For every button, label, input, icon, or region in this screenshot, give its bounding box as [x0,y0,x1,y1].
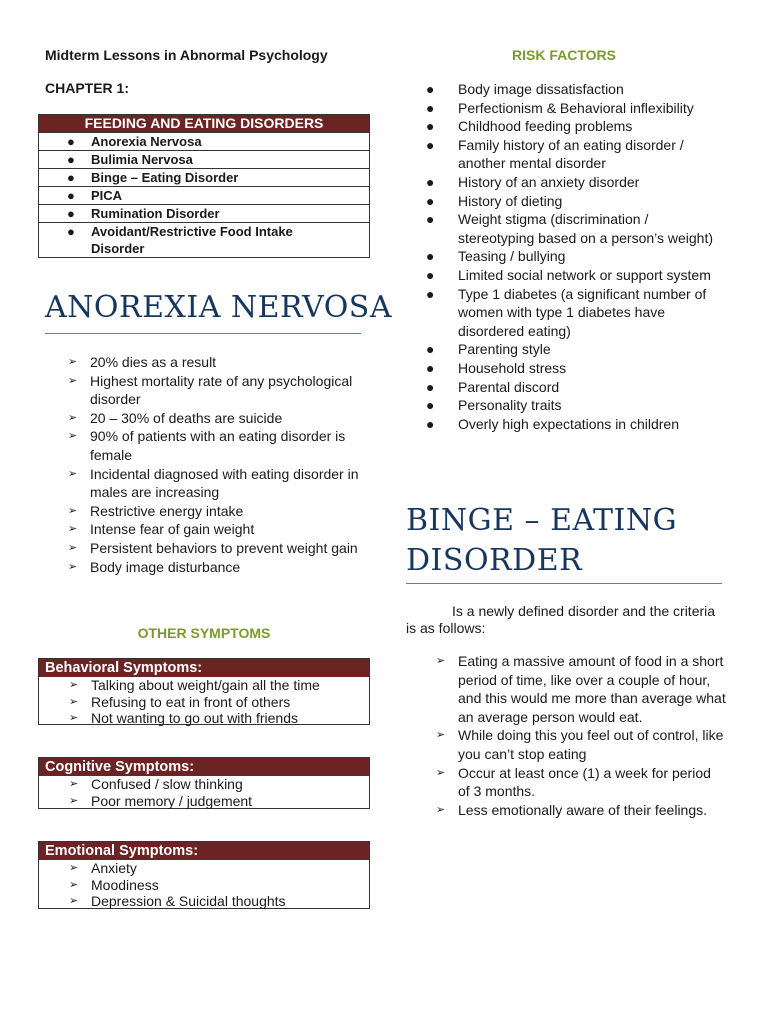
list-item-text: Talking about weight/gain all the time [91,677,320,693]
list-item [406,247,726,266]
emotional-symptoms-list [39,860,369,910]
binge-intro: Is a newly defined disorder and the criteria is as follows: [406,603,716,636]
list-item-text: Intense fear of gain weight [90,521,255,538]
arrow-bullet-icon: ➢ [68,467,78,480]
list-item-text: Parenting style [458,341,551,358]
list-item-text: Weight stigma (discrimination / stereotyping based on a person’s weight) [458,211,714,246]
bullet-icon: ● [426,173,435,190]
other-symptoms-heading: OTHER SYMPTOMS [137,625,271,641]
table-row-label: Bulimia Nervosa [91,152,193,167]
arrow-bullet-icon: ➢ [68,356,78,368]
list-item [39,860,369,877]
list-item-text: History of an anxiety disorder [458,173,640,190]
list-item-text: Perfectionism & Behavioral inflexibility [458,99,694,116]
list-item-text: Limited social network or support system [458,266,711,283]
list-item [406,266,726,285]
list-item-text: 20% dies as a result [90,354,217,370]
chapter-label: CHAPTER 1: [45,80,130,96]
list-item [406,285,726,341]
arrow-bullet-icon: ➢ [69,794,79,807]
table-row [39,132,369,150]
list-item-text: 90% of patients with an eating disorder is female [90,428,346,463]
list-item-text: Moodiness [91,876,159,893]
binge-title-line-1: BINGE – EATING [406,503,678,538]
arrow-bullet-icon: ➢ [68,411,78,424]
binge-criteria-list [406,652,726,819]
list-item-text: Childhood feeding problems [458,118,633,135]
list-item [38,502,363,521]
bullet-icon: ● [426,341,435,358]
arrow-bullet-icon: ➢ [69,679,79,691]
list-item-text: Family history of an eating disorder / another mental disorder [458,136,684,172]
cognitive-symptoms-box [38,757,370,809]
arrow-bullet-icon: ➢ [68,430,78,443]
binge-eating-title [406,501,677,581]
table-row-label: PICA [91,188,123,203]
arrow-bullet-icon: ➢ [436,655,446,667]
list-item [38,427,363,464]
bullet-icon: ● [426,136,435,153]
list-item-text: History of dieting [458,192,563,209]
list-item [406,764,726,801]
emotional-symptoms-box [38,841,370,909]
binge-title-rule [406,583,722,584]
list-item [39,677,369,694]
bullet-icon: ● [426,192,435,209]
list-item-text: Not wanting to go out with friends [91,710,299,726]
list-item [406,378,726,397]
list-item [406,210,726,247]
bullet-icon: ● [67,170,75,185]
binge-title-line-2: DISORDER [406,543,583,578]
bullet-icon: ● [426,266,435,283]
list-item [38,465,363,502]
list-item [39,793,369,810]
list-item-text: Persistent behaviors to prevent weight gain [90,539,358,556]
list-item [38,353,363,372]
bullet-icon: ● [67,152,75,167]
list-item [406,801,726,820]
list-item-text: Type 1 diabetes (a significant number of women with type 1 diabetes have disordered eating) [458,285,707,339]
list-item-text: Confused / slow thinking [91,776,243,792]
table-row [39,150,369,168]
bullet-icon: ● [426,99,435,116]
feeding-disorders-table [38,114,370,258]
list-item [406,359,726,378]
bullet-icon: ● [426,415,435,432]
list-item-text: Occur at least once (1) a week for period of 3 months. [458,764,711,800]
list-item-text: Household stress [458,359,567,376]
list-item [39,893,369,910]
list-item-text: Less emotionally aware of their feelings. [458,801,708,818]
list-item [39,877,369,894]
list-item [406,726,726,763]
table-row [39,168,369,186]
bullet-icon: ● [426,81,435,97]
list-item [406,117,726,136]
arrow-bullet-icon: ➢ [69,712,79,724]
anorexia-points-list [38,353,363,576]
list-item [38,558,363,577]
arrow-bullet-icon: ➢ [69,878,79,891]
list-item-text: Overly high expectations in children [458,415,680,432]
table-row-label: Anorexia Nervosa [91,134,202,149]
anorexia-title: ANOREXIA NERVOSA [45,290,393,325]
list-item-text: While doing this you feel out of control, like you can’t stop eating [458,727,724,762]
arrow-bullet-icon: ➢ [69,778,79,790]
risk-factors-heading: RISK FACTORS [512,47,616,63]
bullet-icon: ● [67,224,75,239]
behavioral-symptoms-list [39,677,369,727]
arrow-bullet-icon: ➢ [68,523,78,536]
bullet-icon: ● [67,206,75,221]
bullet-icon: ● [426,248,435,265]
list-item [38,520,363,539]
list-item-text: Incidental diagnosed with eating disorder in males are increasing [90,465,359,501]
list-item-text: Depression & Suicidal thoughts [91,893,286,909]
arrow-bullet-icon: ➢ [69,695,79,708]
arrow-bullet-icon: ➢ [436,729,446,742]
table-row [39,222,369,257]
list-item-text: Highest mortality rate of any psychological disorder [90,372,353,408]
list-item-text: Restrictive energy intake [90,502,244,519]
bullet-icon: ● [426,378,435,395]
bullet-icon: ● [67,188,75,203]
table-row-label: Avoidant/Restrictive Food Intake Disorder [91,224,293,256]
bullet-icon: ● [426,397,435,414]
list-item [406,415,726,434]
arrow-bullet-icon: ➢ [68,374,78,387]
list-item-text: Teasing / bullying [458,248,566,265]
document-title: Midterm Lessons in Abnormal Psychology [45,47,328,63]
bullet-icon: ● [426,118,435,135]
arrow-bullet-icon: ➢ [69,895,79,907]
list-item-text: 20 – 30% of deaths are suicide [90,409,283,426]
list-item [38,372,363,409]
list-item-text: Body image disturbance [90,558,241,575]
list-item [406,652,726,726]
bullet-icon: ● [426,285,435,302]
list-item [406,192,726,211]
arrow-bullet-icon: ➢ [436,803,446,816]
list-item [39,710,369,727]
list-item-text: Anxiety [91,860,137,876]
list-item-text: Refusing to eat in front of others [91,693,291,710]
list-item [39,694,369,711]
list-item [406,80,726,99]
bullet-icon: ● [67,134,75,149]
arrow-bullet-icon: ➢ [68,541,78,554]
list-item [406,99,726,118]
table-row-label: Binge – Eating Disorder [91,170,239,185]
cognitive-symptoms-heading: Cognitive Symptoms: [39,758,369,776]
list-item [406,173,726,192]
emotional-symptoms-heading: Emotional Symptoms: [39,842,369,860]
bullet-icon: ● [426,359,435,376]
arrow-bullet-icon: ➢ [68,504,78,517]
list-item-text: Parental discord [458,378,560,395]
list-item-text: Poor memory / judgement [91,792,253,809]
list-item [406,340,726,359]
list-item [406,136,726,173]
risk-factors-list [406,80,726,433]
table-row [39,186,369,204]
list-item [39,776,369,793]
bullet-icon: ● [426,211,435,228]
list-item [406,396,726,415]
arrow-bullet-icon: ➢ [436,766,446,779]
cognitive-symptoms-list [39,776,369,809]
behavioral-symptoms-box [38,658,370,725]
anorexia-title-rule [45,333,361,334]
arrow-bullet-icon: ➢ [69,862,79,874]
list-item-text: Body image dissatisfaction [458,81,624,97]
behavioral-symptoms-heading: Behavioral Symptoms: [39,659,369,677]
list-item-text: Personality traits [458,397,562,414]
list-item [38,409,363,428]
list-item-text: Eating a massive amount of food in a short period of time, like over a couple of hour, and this would me more than average what an average person would eat. [458,653,726,725]
table-row-label: Rumination Disorder [91,206,220,221]
arrow-bullet-icon: ➢ [68,560,78,573]
list-item [38,539,363,558]
table-row [39,204,369,222]
feeding-table-heading: FEEDING AND EATING DISORDERS [39,115,369,132]
